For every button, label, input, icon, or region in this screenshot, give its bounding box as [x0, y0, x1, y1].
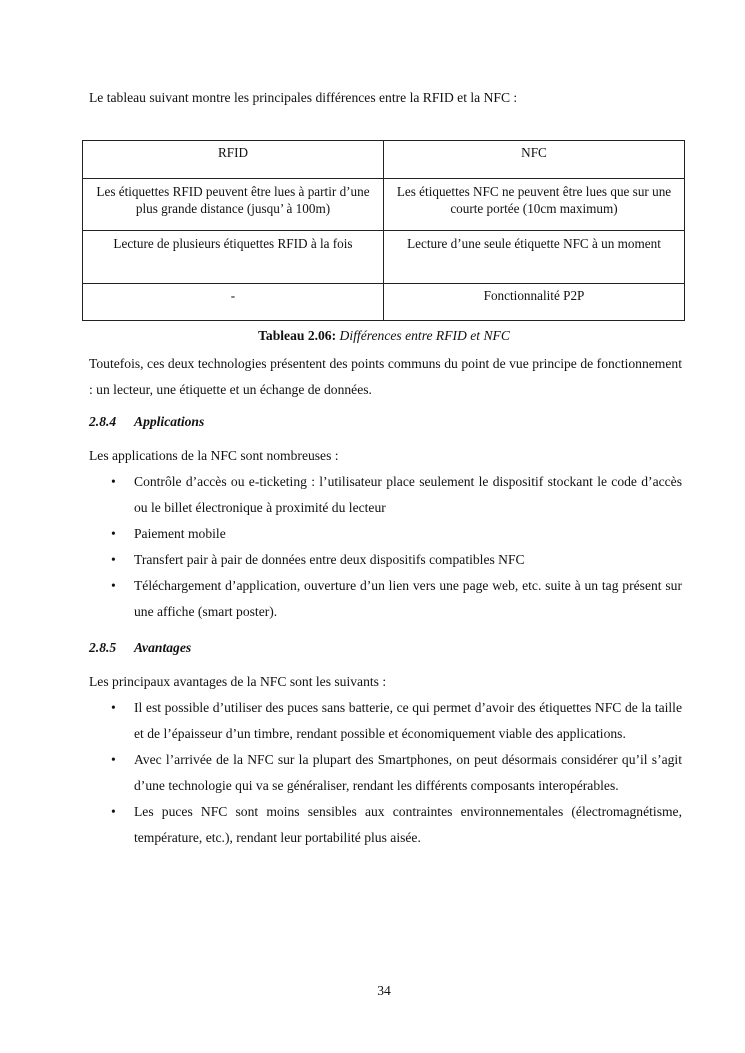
caption-text: Différences entre RFID et NFC	[339, 328, 510, 343]
bullet-icon: •	[111, 474, 116, 489]
bullet-icon: •	[111, 578, 116, 593]
header-rfid: RFID	[83, 141, 384, 179]
bullet-icon: •	[111, 804, 116, 819]
list-item: • Contrôle d’accès ou e-ticketing : l’utilisateur place seulement le dispositif stockant le code d’accès ou le billet électronique à proximité du lecteur	[89, 469, 682, 521]
table-cell: Les étiquettes RFID peuvent être lues à partir d’une plus grande distance (jusqu’ à 100m)	[83, 179, 384, 231]
header-nfc: NFC	[384, 141, 685, 179]
section-number: 2.8.4	[89, 414, 117, 429]
table-caption	[0, 328, 745, 344]
section-heading-applications	[89, 414, 204, 430]
caption-label: Tableau 2.06:	[258, 328, 337, 343]
advantages-intro: Les principaux avantages de la NFC sont les suivants :	[89, 674, 387, 689]
table-row	[83, 284, 685, 321]
bullet-icon: •	[111, 552, 116, 567]
advantages-list	[89, 695, 682, 851]
comparison-table	[82, 140, 685, 321]
bullet-icon: •	[111, 752, 116, 767]
table-row	[83, 179, 685, 231]
list-item: • Téléchargement d’application, ouverture d’un lien vers une page web, etc. suite à un tag présent sur une affiche (smart poster).	[89, 573, 682, 625]
section-heading-advantages	[89, 640, 191, 656]
bullet-icon: •	[111, 526, 116, 541]
intro-sentence: Le tableau suivant montre les principales différences entre la RFID et la NFC :	[89, 90, 518, 105]
common-points-paragraph: Toutefois, ces deux technologies présentent des points communs du point de vue principe de fonctionnement : un lecteur, une étiquette et un échange de données.	[89, 356, 682, 397]
table-cell: Lecture de plusieurs étiquettes RFID à la fois	[83, 231, 384, 284]
applications-list	[89, 469, 682, 625]
table-cell: Les étiquettes NFC ne peuvent être lues que sur une courte portée (10cm maximum)	[384, 179, 685, 231]
page-number: 34	[377, 983, 391, 998]
list-item: • Les puces NFC sont moins sensibles aux contraintes environnementales (électromagnétisme, température, etc.), rendant leur portabilité plus aisée.	[89, 799, 682, 851]
bullet-icon: •	[111, 700, 116, 715]
section-title: Avantages	[134, 640, 192, 655]
table-cell: Lecture d’une seule étiquette NFC à un moment	[384, 231, 685, 284]
table-header-row	[83, 141, 685, 179]
table-cell: -	[83, 284, 384, 321]
table-row	[83, 231, 685, 284]
section-title: Applications	[134, 414, 205, 429]
list-item: • Avec l’arrivée de la NFC sur la plupart des Smartphones, on peut désormais considérer qu’il s’agit d’une technologie qui va se généraliser, rendant les différents composants interopérables.	[89, 747, 682, 799]
list-item: • Il est possible d’utiliser des puces sans batterie, ce qui permet d’avoir des étiquettes NFC de la taille et de l’épaisseur d’un timbre, rendant possible et économiquement viable des applications.	[89, 695, 682, 747]
list-item: • Paiement mobile	[89, 521, 682, 547]
applications-intro: Les applications de la NFC sont nombreuses :	[89, 448, 339, 463]
section-number: 2.8.5	[89, 640, 117, 655]
table-cell: Fonctionnalité P2P	[384, 284, 685, 321]
list-item: • Transfert pair à pair de données entre deux dispositifs compatibles NFC	[89, 547, 682, 573]
